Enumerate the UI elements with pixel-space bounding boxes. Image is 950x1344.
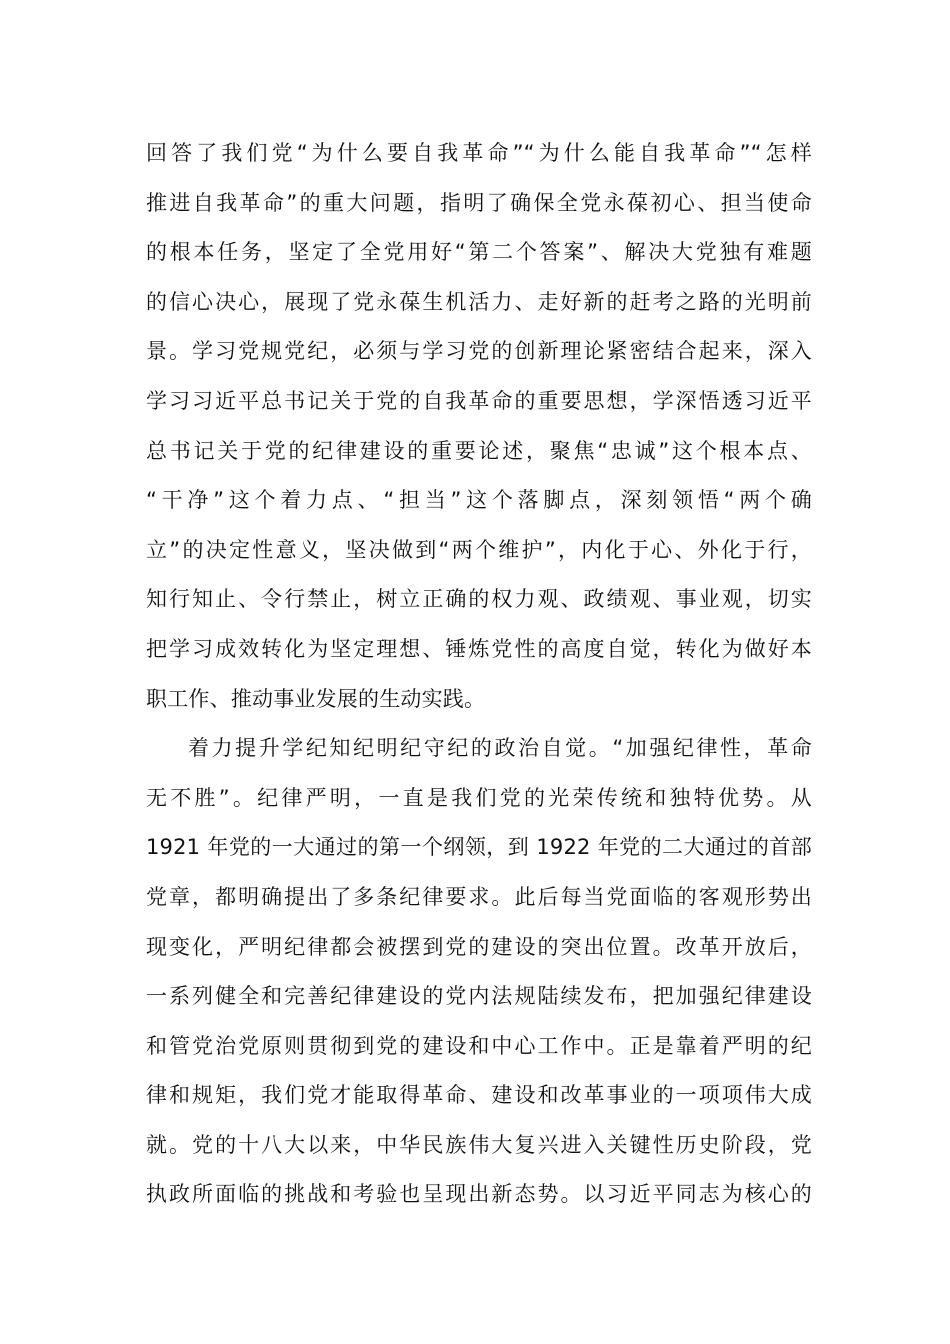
text-line: 就。党的十八大以来，中华民族伟大复兴进入关键性历史阶段，党: [146, 1132, 812, 1157]
text-line: 学习习近平总书记关于党的自我革命的重要思想，学深悟透习近平: [146, 388, 812, 413]
text-line: 一系列健全和完善纪律建设的党内法规陆续发布，把加强纪律建设: [146, 984, 812, 1009]
text-line: 党章，都明确提出了多条纪律要求。此后每当党面临的客观形势出: [146, 884, 812, 909]
text-line: 执政所面临的挑战和考验也呈现出新态势。以习近平同志为核心的: [146, 1182, 812, 1207]
text-line: 的根本任务，坚定了全党用好“第二个答案”、解决大党独有难题: [146, 240, 812, 265]
document-body: [146, 129, 812, 1220]
text-line: 回答了我们党“为什么要自我革命”“为什么能自我革命”“怎样: [146, 141, 812, 165]
text-line: 和管党治党原则贯彻到党的建设和中心工作中。正是靠着严明的纪: [146, 1033, 812, 1058]
text-line: 职工作、推动事业发展的生动实践。: [146, 686, 486, 711]
text-line: 总书记关于党的纪律建设的重要论述，聚焦“忠诚”这个根本点、: [146, 438, 812, 463]
paragraph-2: [146, 724, 812, 1220]
text-line: 知行知止、令行禁止，树立正确的权力观、政绩观、事业观，切实: [146, 587, 812, 612]
text-line: 的信心决心，展现了党永葆生机活力、走好新的赶考之路的光明前: [146, 289, 812, 314]
text-line: 1921 年党的一大通过的第一个纲领，到 1922 年党的二大通过的首部: [146, 835, 812, 860]
text-line: 景。学习党规党纪，必须与学习党的创新理论紧密结合起来，深入: [146, 339, 812, 364]
text-line: “干净”这个着力点、“担当”这个落脚点，深刻领悟“两个确: [146, 488, 812, 513]
text-line: 把学习成效转化为坚定理想、锤炼党性的高度自觉，转化为做好本: [146, 636, 812, 661]
text-line: 立”的决定性意义，坚决做到“两个维护”，内化于心、外化于行，: [146, 537, 812, 562]
text-line: 无不胜”。纪律严明，一直是我们党的光荣传统和独特优势。从: [146, 785, 812, 810]
text-line: 律和规矩，我们党才能取得革命、建设和改革事业的一项项伟大成: [146, 1083, 812, 1108]
paragraph-1: [146, 129, 812, 724]
text-line: 着力提升学纪知纪明纪守纪的政治自觉。“加强纪律性，革命: [188, 736, 812, 761]
text-line: 推进自我革命”的重大问题，指明了确保全党永葆初心、担当使命: [146, 190, 812, 215]
text-line: 现变化，严明纪律都会被摆到党的建设的突出位置。改革开放后，: [146, 934, 812, 959]
